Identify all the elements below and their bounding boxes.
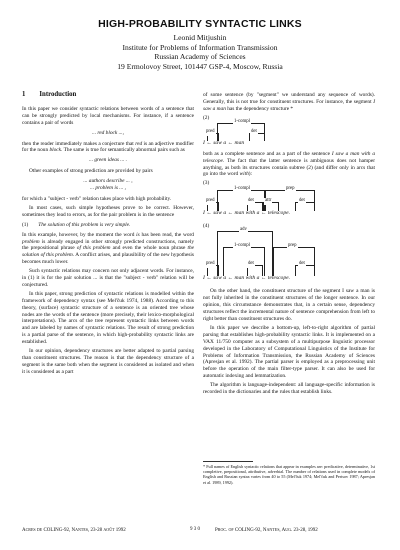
footnote-rule xyxy=(203,461,253,462)
paragraph: The algorithm is language-independent: all language-specific information is recorded in the dictionaries and the rules that establish links. xyxy=(203,382,375,396)
paragraph: for which a "subject - verb" relation takes place with high probability. xyxy=(22,195,172,202)
paragraph: In this paper we describe a bottom-up, left-to-right algorithm of partial parsing that establishes high-probability syntactic links. It is implemented on a VAX 11/750 computer as a subsystem of a multipurpose linguistic processor developed in the Laboratory of Computational Linguistics of the Institute for Problems of Information Transmission, the Russian Academy of Sciences (Apresjan et al. 1992). The partial parser is employed as a preprocessing unit before the operation of the main filter-type parser. It can also be used for automatic indexing and lemmatization. xyxy=(203,324,375,380)
section-number: 1 xyxy=(22,91,26,98)
arc-label: attr xyxy=(265,198,272,204)
footnote: * Full names of English syntactic relations that appear in examples are: predicative, determinative, 1st completive, prepositional, attributive, adverbial. The number of relations used in complete models of English and Russian syntax varies from 40 to 55 (Mel'čuk 1974; Mel'čuk and Pertsov 1987; Apresjan et al. 1989, 1992). xyxy=(203,464,375,485)
right-column xyxy=(203,92,375,398)
diagram-sentence: I ← saw a ← man xyxy=(203,139,245,146)
dependency-diagram-2: (2) 1-compl pred det I ← saw a ← man xyxy=(203,115,375,148)
paragraph: then the reader immediately makes a conjecture that red is an adjective modifier for the noun block. The same is true for semantically abnormal pairs such as xyxy=(22,140,194,154)
arc-label: 1-compl xyxy=(234,186,250,192)
paragraph: In this example, however, by the moment the word is has been read, the word problem is already engaged in other strongly predicted constructions, namely the prepositional phrase of this problem and even the whole noun phrase the solution of this problem. A conflict arises, and plausibility of the new hypothesis becomes much lower. xyxy=(22,231,194,266)
paragraph: both as a complete sentence and as a part of the sentence I saw a man with a telescope. The fact that the latter sentence is ambiguous does not hamper anything, as both its structures contain subtree (2) (and differ only in arcs that go into the word with): xyxy=(203,150,375,178)
paragraph: In most cases, such simple hypotheses prove to be correct. However, sometimes they lead to errors, as for the pair problem is in the sentence xyxy=(22,204,194,218)
section-title: Introduction xyxy=(39,91,77,98)
arc-label: det xyxy=(299,261,305,267)
left-column xyxy=(22,92,194,378)
numbered-example: (1) The solution of this problem is very simple. xyxy=(22,221,131,228)
dependency-diagram-3: (3) 1-compl prep pred det attr det I ← saw a ← man with a ← telescope. xyxy=(203,180,375,220)
arc-label: 1-compl xyxy=(234,118,250,124)
page-number: 9 3 0 xyxy=(190,527,200,532)
arc-label: det xyxy=(299,198,305,204)
arc-label: det xyxy=(248,261,254,267)
diagram-sentence: I ← saw a ← man with a ← telescope. xyxy=(203,275,291,282)
paragraph: In this paper we consider syntactic relations between words of a sentence that can be strongly predicted by local mechanisms. For instance, if a sentence contains a pair of words xyxy=(22,105,194,126)
footer-right: Proc. of COLING-92, Nantes, Aug. 23-28, 1992 xyxy=(215,528,318,533)
footer-left: Acres de COLING-92, Nantes, 23-28 août 1992 xyxy=(22,528,126,533)
arc-label: pred xyxy=(206,261,215,267)
arc-label: pred xyxy=(206,198,215,204)
arc-label: det xyxy=(251,128,257,134)
paper-title: HIGH-PROBABILITY SYNTACTIC LINKS xyxy=(98,18,302,30)
example: ... problem is ... , xyxy=(90,185,126,192)
address: 19 Ermolovoy Street, 101447 GSP-4, Moscow, Russia xyxy=(117,61,283,71)
arc-label: 1-compl xyxy=(234,243,250,249)
example: ... green ideas ... . xyxy=(89,157,127,164)
arc-label: prep xyxy=(286,186,295,192)
diagram-sentence: I ← saw a ← man with a ← telescope. xyxy=(203,210,291,217)
arc-label: det xyxy=(248,198,254,204)
section-heading xyxy=(22,92,194,99)
author-name: Leonid Mitjushin xyxy=(173,33,227,42)
dependency-diagram-4: (4) adv 1-compl prep pred det det I ← saw a ← man with a ← telescope. xyxy=(203,223,375,285)
academy-name: Russian Academy of Sciences xyxy=(154,52,246,62)
paragraph: of some sentence (by "segment" we understand any sequence of words). Generally, this is not true for constituent structures. For instance, the segment I saw a man has the dependency structure * xyxy=(203,92,375,112)
paragraph: Such syntactic relations may concern not only adjacent words. For instance, in (1) it is for the pair solution ... is that the "subject - verb" relation will be conjectured. xyxy=(22,268,194,288)
paragraph: Other examples of strong prediction are provided by pairs xyxy=(29,168,153,175)
paragraph: In our opinion, dependency structures are better adapted to partial parsing than constituent structures. The reason is that the dependency structure of a segment is the same both when the segment is considered as isolated and when it is considered as a part xyxy=(22,348,194,375)
arc-label: prep xyxy=(288,243,297,249)
paragraph: In this paper, strong prediction of syntactic relations is modelled within the framework of dependency syntax (see Mel'čuk 1974, 1988). According to this theory, (surface) syntactic structure of a sentence is an oriented tree whose nodes are the words of the sentence (more precisely, their lexico-morphological interpretations). The arcs of the tree represent syntactic links between words and are labeled by names of syntactic relations. The result of strong prediction is a partial parse of the sentence, in which high-probability syntactic links are established. xyxy=(22,290,194,346)
example: ... authors describe ... , xyxy=(83,178,133,185)
example: ... red block ..., xyxy=(92,129,124,136)
author-block xyxy=(0,33,400,71)
institute-name: Institute for Problems of Information Transmission xyxy=(122,42,278,52)
paragraph: On the other hand, the constituent structure of the segment I saw a man is not fully inherited in the constituent structures of the longer sentence. In our opinion, this circumstance demonstrates that, in a certain sense, dependency structures reflect the incremental nature of sentence comprehension from left to right better than constituent structures do. xyxy=(203,288,375,322)
arc-label: pred xyxy=(206,128,215,134)
arc-label: adv xyxy=(240,227,247,233)
